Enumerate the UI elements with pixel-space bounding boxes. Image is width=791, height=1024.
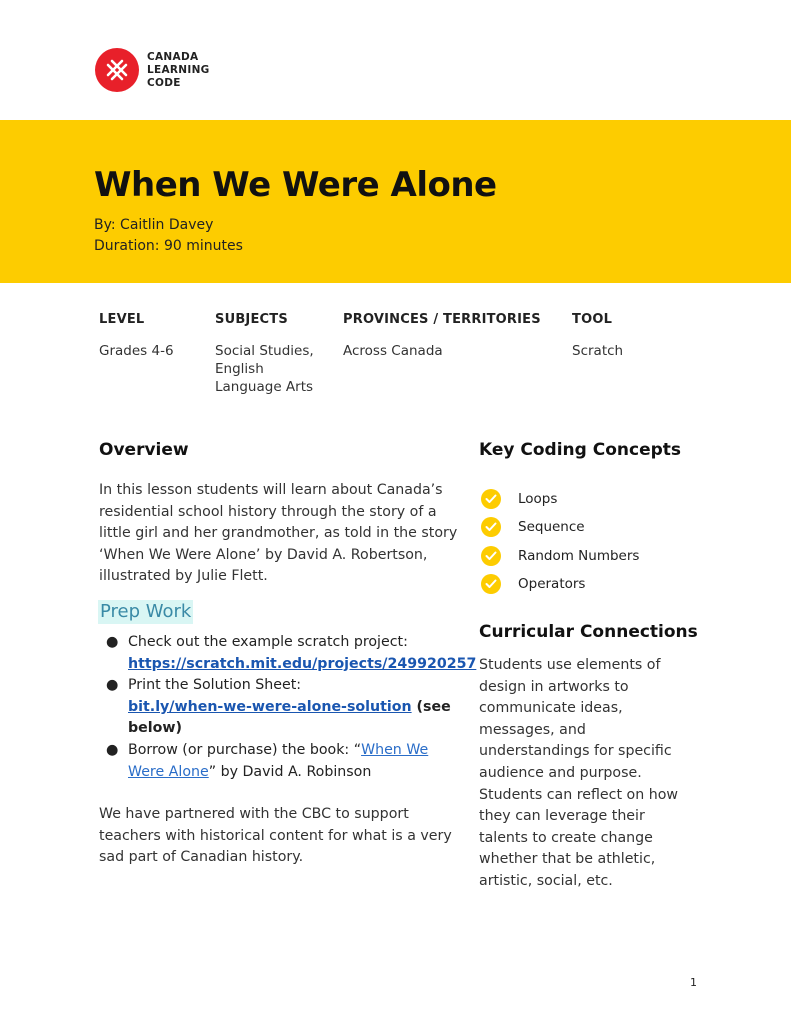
meta-level (99, 312, 174, 360)
byline (94, 215, 243, 257)
overview-text: In this lesson students will learn about Canada’s residential school history through the story of a little girl and her grandmother, as told in the story ‘When We Were Alone’ by David A. Robertson, illustrated by Julie Flett. (99, 482, 458, 585)
curricular-heading: Curricular Connections (479, 622, 698, 642)
partner-text: We have partnered with the CBC to support teachers with historical content for what is a very sad part of Canadian history. (99, 806, 452, 866)
list-item: Operators (481, 570, 639, 598)
check-icon (481, 489, 501, 509)
check-icon (481, 517, 501, 537)
logo (95, 48, 210, 92)
meta-subjects (215, 312, 314, 396)
prep-work-heading: Prep Work (100, 601, 192, 622)
bullet-icon: ● (106, 741, 119, 758)
book-link[interactable]: When We (361, 741, 429, 758)
page-title: When We Were Alone (94, 165, 497, 205)
logo-icon (95, 48, 139, 92)
list-item: ● Print the Solution Sheet: bit.ly/when-we-were-alone-solution (see below) (106, 677, 451, 737)
level-label: LEVEL (99, 312, 145, 327)
key-concepts-heading: Key Coding Concepts (479, 440, 682, 460)
key-concepts-list (481, 485, 639, 598)
book-link-cont[interactable]: Were Alone (128, 763, 209, 780)
list-item: Random Numbers (481, 542, 639, 570)
check-icon (481, 574, 501, 594)
overview-heading: Overview (99, 440, 189, 460)
provinces-label: PROVINCES / TERRITORIES (343, 312, 541, 327)
level-value: Grades 4-6 (99, 343, 174, 359)
solution-sheet-link[interactable]: bit.ly/when-we-were-alone-solution (128, 698, 412, 715)
meta-provinces (343, 312, 541, 360)
list-item: Loops (481, 485, 639, 513)
logo-wordmark: CANADA LEARNING CODE (147, 50, 210, 89)
check-icon (481, 546, 501, 566)
subjects-value: Social Studies, English Language Arts (215, 343, 314, 395)
bullet-icon: ● (106, 634, 119, 650)
list-item: ● Borrow (or purchase) the book: “When We Were Alone” by David A. Robinson (106, 741, 429, 780)
author: By: Caitlin Davey (94, 217, 214, 233)
tool-value: Scratch (572, 343, 624, 359)
duration: Duration: 90 minutes (94, 238, 243, 254)
meta-tool (572, 312, 623, 360)
page-number: 1 (690, 976, 697, 989)
scratch-project-link[interactable]: https://scratch.mit.edu/projects/249920257 (128, 655, 477, 672)
tool-label: TOOL (572, 312, 613, 327)
curricular-text: Students use elements of design in artworks to communicate ideas, messages, and understandings for specific audience and purpose. Students can reflect on how they can leverage their talents to create change whether that be athletic, artistic, social, etc. (479, 657, 678, 889)
list-item: ● Check out the example scratch project: https://scratch.mit.edu/projects/249920257 (106, 634, 477, 672)
prep-list (105, 632, 477, 783)
list-item: Sequence (481, 513, 639, 541)
subjects-label: SUBJECTS (215, 312, 288, 327)
bullet-icon: ● (106, 677, 119, 694)
provinces-value: Across Canada (343, 343, 443, 359)
